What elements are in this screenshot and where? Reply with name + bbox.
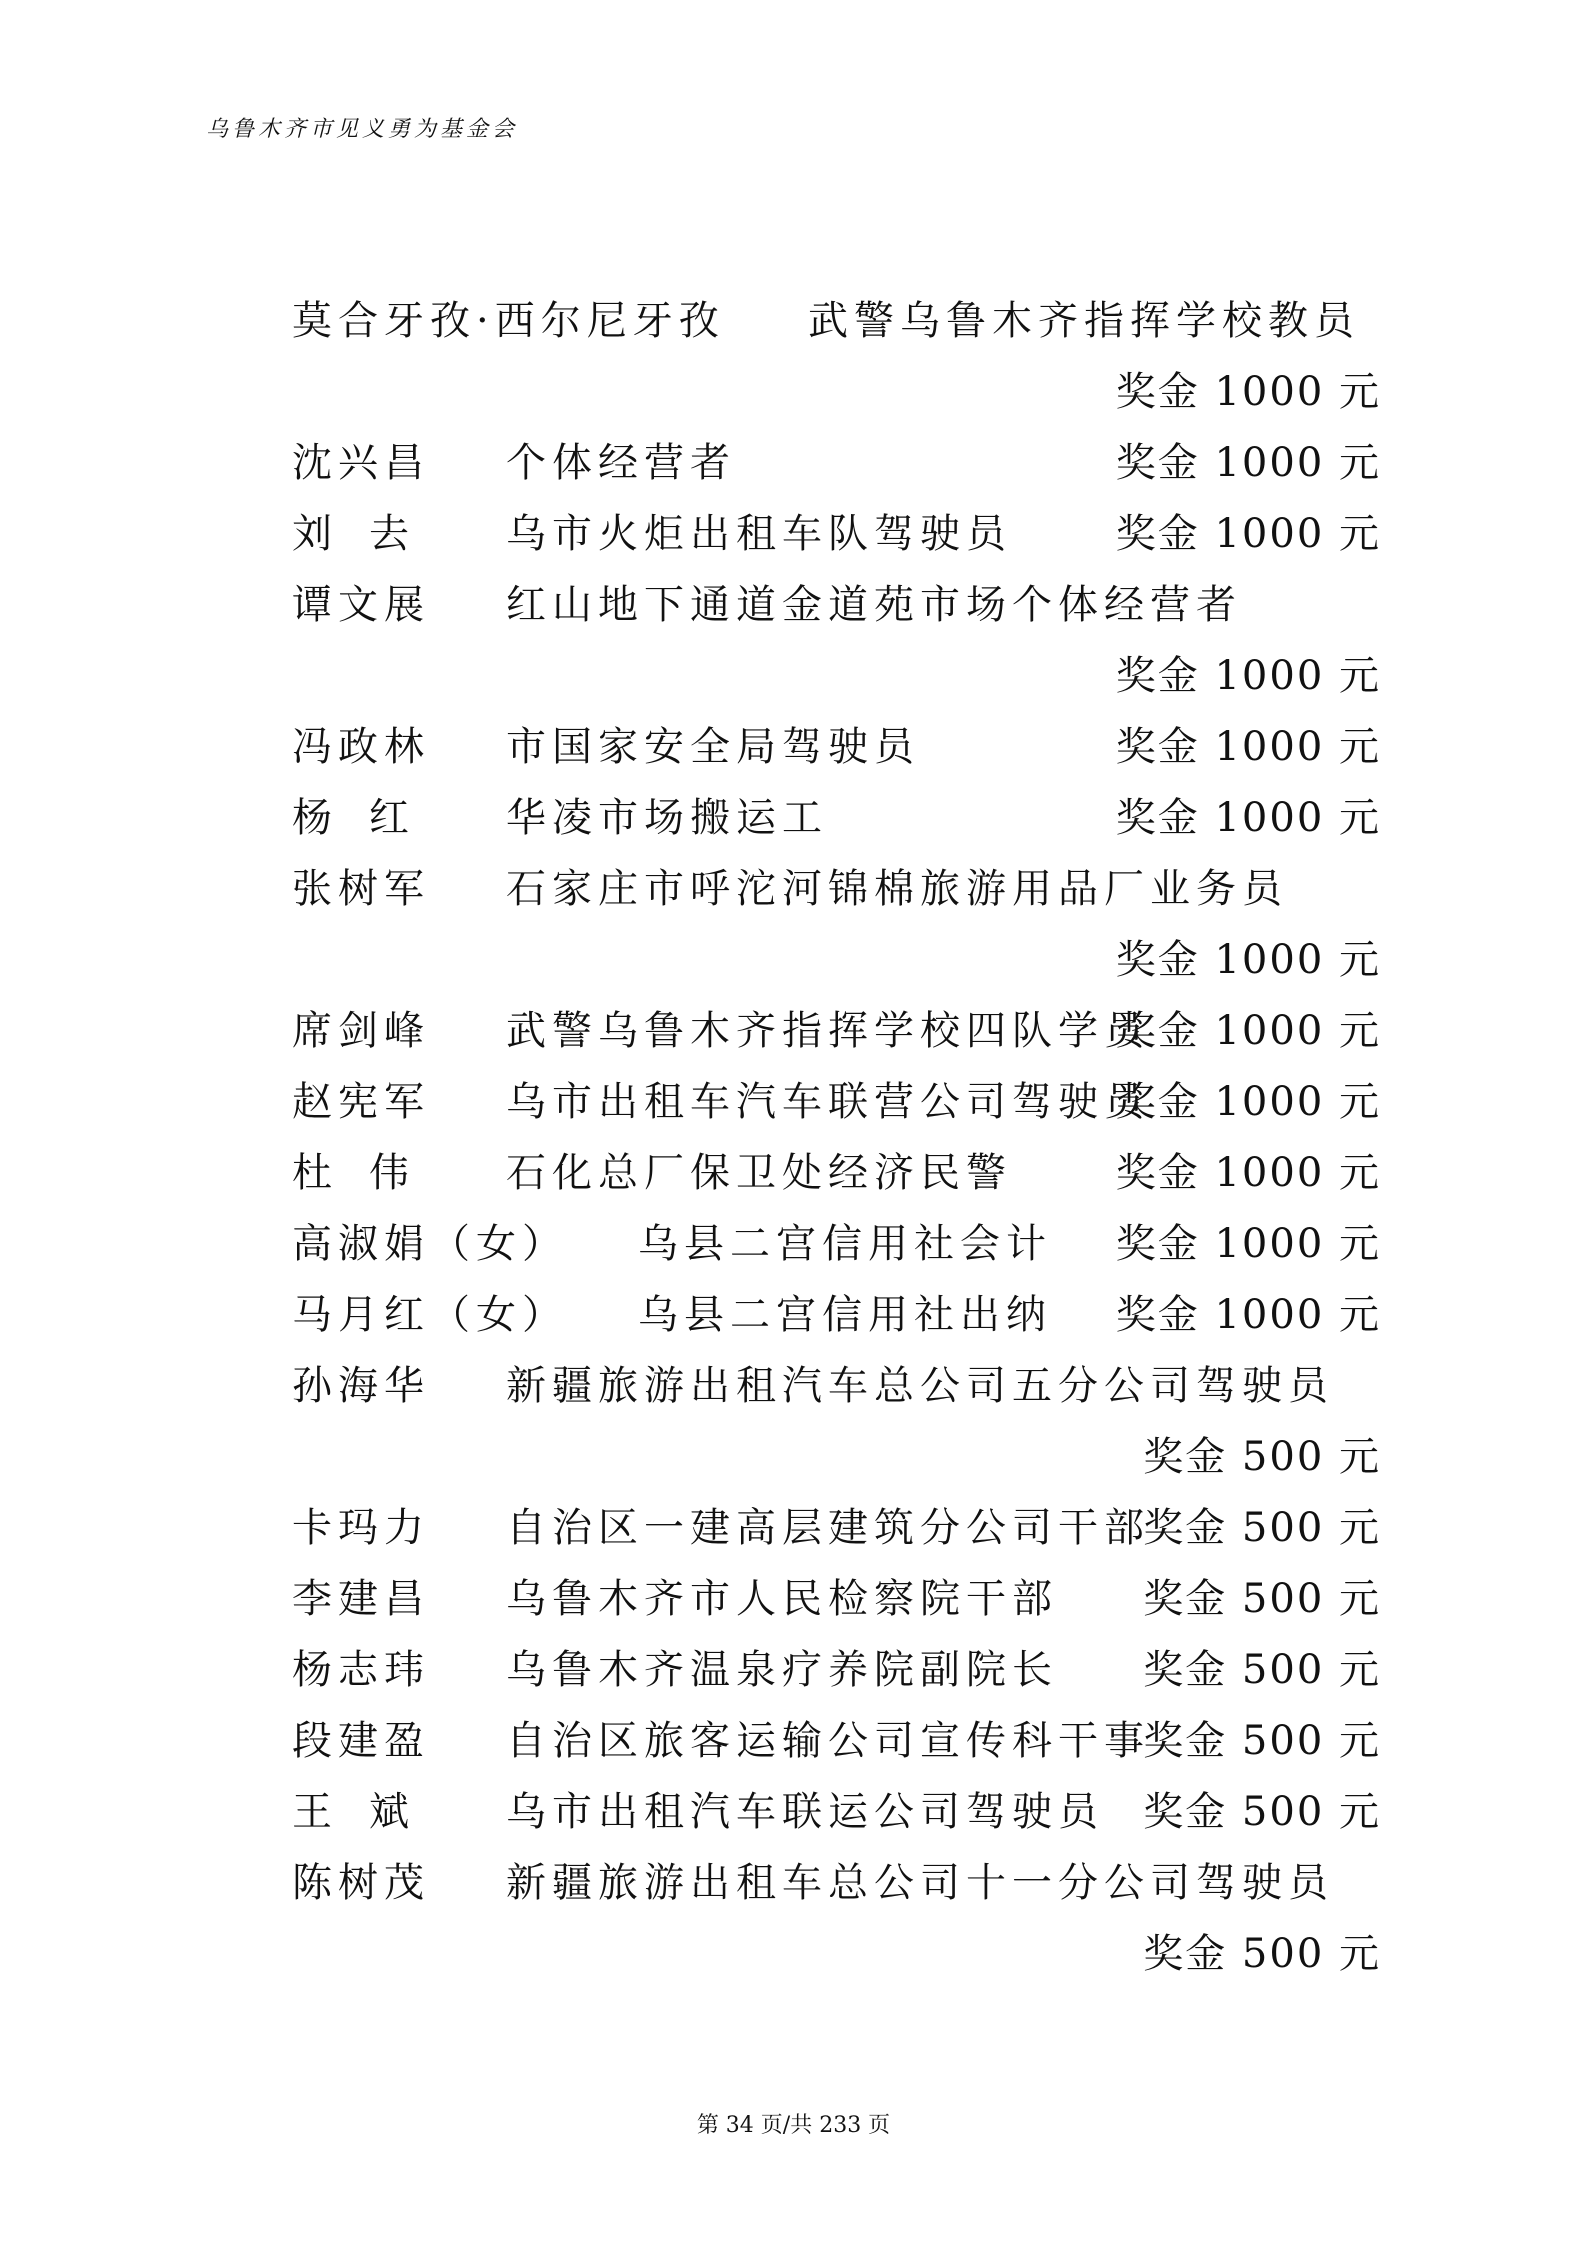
awardee-entry [292, 1635, 1381, 1706]
awardee-entry [292, 1493, 1381, 1564]
prize-amount: 奖金 1000 元 [1115, 1008, 1381, 1054]
prize-amount: 奖金 500 元 [1143, 1931, 1381, 1977]
awardee-unit: 乌市火炬出租车队驾驶员 [506, 511, 1012, 557]
prize-amount: 奖金 500 元 [1143, 1789, 1381, 1835]
awardee-name: 杨 红 [292, 795, 415, 841]
prize-amount: 奖金 500 元 [1143, 1647, 1381, 1693]
prize-amount: 奖金 500 元 [1143, 1434, 1381, 1480]
awardee-name: 冯政林 [292, 724, 430, 770]
awardee-entry [292, 1067, 1381, 1138]
awardee-unit: 武警乌鲁木齐指挥学校四队学员 [506, 1008, 1150, 1054]
awardee-entry [292, 1848, 1381, 1919]
awardee-name: 杨志玮 [292, 1647, 430, 1693]
awardee-name: 刘 去 [292, 511, 415, 557]
awardee-entry [292, 1351, 1381, 1422]
awardee-unit: 武警乌鲁木齐指挥学校教员 [808, 298, 1360, 344]
awardee-name: 席剑峰 [292, 1008, 430, 1054]
awardee-name: 孙海华 [292, 1363, 430, 1409]
awardee-name: 赵宪军 [292, 1079, 430, 1125]
awardee-entry [292, 783, 1381, 854]
prize-amount: 奖金 1000 元 [1115, 653, 1381, 699]
awardee-unit: 乌市出租汽车联运公司驾驶员 [506, 1789, 1104, 1835]
awardee-unit: 石化总厂保卫处经济民警 [506, 1150, 1012, 1196]
awardee-unit: 自治区一建高层建筑分公司干部 [506, 1505, 1150, 1551]
awardee-unit: 乌鲁木齐温泉疗养院副院长 [506, 1647, 1058, 1693]
awardee-unit: 自治区旅客运输公司宣传科干事 [506, 1718, 1150, 1764]
prize-amount: 奖金 500 元 [1143, 1576, 1381, 1622]
prize-line [292, 357, 1381, 428]
prize-amount: 奖金 1000 元 [1115, 511, 1381, 557]
awardee-name: 谭文展 [292, 582, 430, 628]
prize-amount: 奖金 1000 元 [1115, 937, 1381, 983]
awardee-name: 段建盈 [292, 1718, 430, 1764]
prize-line [292, 1422, 1381, 1493]
awardee-unit: 个体经营者 [506, 440, 736, 486]
awardee-unit: 乌县二宫信用社出纳 [638, 1292, 1052, 1338]
prize-line [292, 925, 1381, 996]
awardee-unit: 新疆旅游出租汽车总公司五分公司驾驶员 [506, 1363, 1334, 1409]
awardee-name: 王 斌 [292, 1789, 415, 1835]
prize-amount: 奖金 1000 元 [1115, 1150, 1381, 1196]
awardee-entry [292, 286, 1381, 357]
awardee-entry [292, 996, 1381, 1067]
awardee-entry [292, 1280, 1381, 1351]
page-number: 第 34 页/共 233 页 [696, 2113, 891, 2138]
awardee-entry [292, 428, 1381, 499]
prize-amount: 奖金 1000 元 [1115, 1079, 1381, 1125]
awardee-entry [292, 1209, 1381, 1280]
awardee-name: 卡玛力 [292, 1505, 430, 1551]
awardee-entry [292, 1564, 1381, 1635]
awardee-unit: 市国家安全局驾驶员 [506, 724, 920, 770]
awardee-entry [292, 570, 1381, 641]
awardee-name: 沈兴昌 [292, 440, 430, 486]
prize-amount: 奖金 1000 元 [1115, 369, 1381, 415]
awardee-name: 李建昌 [292, 1576, 430, 1622]
prize-line [292, 1919, 1381, 1990]
prize-amount: 奖金 1000 元 [1115, 1292, 1381, 1338]
awardee-name: 高淑娟（女） [292, 1221, 568, 1267]
awardee-unit: 乌鲁木齐市人民检察院干部 [506, 1576, 1058, 1622]
awardee-unit: 石家庄市呼沱河锦棉旅游用品厂业务员 [506, 866, 1288, 912]
awardee-name: 马月红（女） [292, 1292, 568, 1338]
awardee-unit: 乌市出租车汽车联营公司驾驶员 [506, 1079, 1150, 1125]
awardee-name: 陈树茂 [292, 1860, 430, 1906]
prize-amount: 奖金 1000 元 [1115, 724, 1381, 770]
awardee-name: 莫合牙孜·西尔尼牙孜 [292, 298, 725, 344]
awardee-name: 杜 伟 [292, 1150, 415, 1196]
prize-amount: 奖金 500 元 [1143, 1505, 1381, 1551]
awardee-entry [292, 1706, 1381, 1777]
organization-header: 乌鲁木齐市见义勇为基金会 [206, 117, 519, 142]
prize-line [292, 641, 1381, 712]
awardee-unit: 乌县二宫信用社会计 [638, 1221, 1052, 1267]
prize-amount: 奖金 1000 元 [1115, 1221, 1381, 1267]
prize-amount: 奖金 1000 元 [1115, 795, 1381, 841]
awardee-unit: 红山地下通道金道苑市场个体经营者 [506, 582, 1242, 628]
awardee-entry [292, 1777, 1381, 1848]
awardee-entry [292, 712, 1381, 783]
awardee-entry [292, 499, 1381, 570]
awardee-entry [292, 854, 1381, 925]
awardee-entry [292, 1138, 1381, 1209]
prize-amount: 奖金 1000 元 [1115, 440, 1381, 486]
prize-amount: 奖金 500 元 [1143, 1718, 1381, 1764]
awardee-unit: 新疆旅游出租车总公司十一分公司驾驶员 [506, 1860, 1334, 1906]
awardee-unit: 华凌市场搬运工 [506, 795, 828, 841]
awardee-name: 张树军 [292, 866, 430, 912]
